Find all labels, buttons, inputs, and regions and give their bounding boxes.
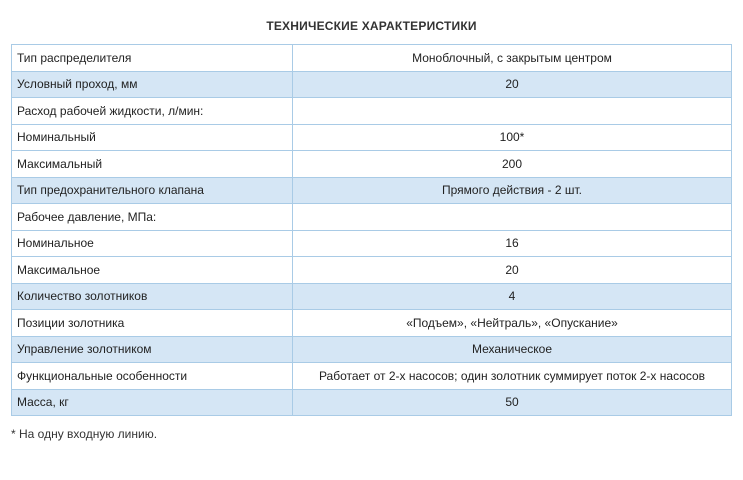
table-row [12,310,732,337]
row-value: Моноблочный, с закрытым центром [293,45,732,72]
table-row [12,230,732,257]
row-value: 4 [293,283,732,310]
row-label: Масса, кг [12,389,293,416]
row-label: Расход рабочей жидкости, л/мин: [12,98,293,125]
row-value: 100* [293,124,732,151]
row-value: 20 [293,71,732,98]
table-row [12,71,732,98]
row-value: Прямого действия - 2 шт. [293,177,732,204]
row-label: Тип распределителя [12,45,293,72]
row-label: Управление золотником [12,336,293,363]
row-value: 200 [293,151,732,178]
table-row [12,151,732,178]
row-label: Максимальное [12,257,293,284]
row-label: Рабочее давление, МПа: [12,204,293,231]
row-value: «Подъем», «Нейтраль», «Опускание» [293,310,732,337]
row-label: Условный проход, мм [12,71,293,98]
row-value [293,204,732,231]
row-label: Максимальный [12,151,293,178]
table-row [12,177,732,204]
row-value: Механическое [293,336,732,363]
row-value: 20 [293,257,732,284]
table-row [12,204,732,231]
table-row [12,45,732,72]
row-label: Позиции золотника [12,310,293,337]
row-label: Номинальное [12,230,293,257]
row-value: Работает от 2-х насосов; один золотник суммирует поток 2-х насосов [293,363,732,390]
footnote: * На одну входную линию. [11,427,158,441]
row-label: Количество золотников [12,283,293,310]
page-title: ТЕХНИЧЕСКИЕ ХАРАКТЕРИСТИКИ [266,19,477,33]
specs-table [11,44,732,416]
table-row [12,389,732,416]
table-row [12,257,732,284]
table-row [12,336,732,363]
row-label: Тип предохранительного клапана [12,177,293,204]
row-value: 16 [293,230,732,257]
table-row [12,98,732,125]
table-row [12,124,732,151]
table-row [12,363,732,390]
row-label: Номинальный [12,124,293,151]
row-value: 50 [293,389,732,416]
table-row [12,283,732,310]
row-value [293,98,732,125]
row-label: Функциональные особенности [12,363,293,390]
